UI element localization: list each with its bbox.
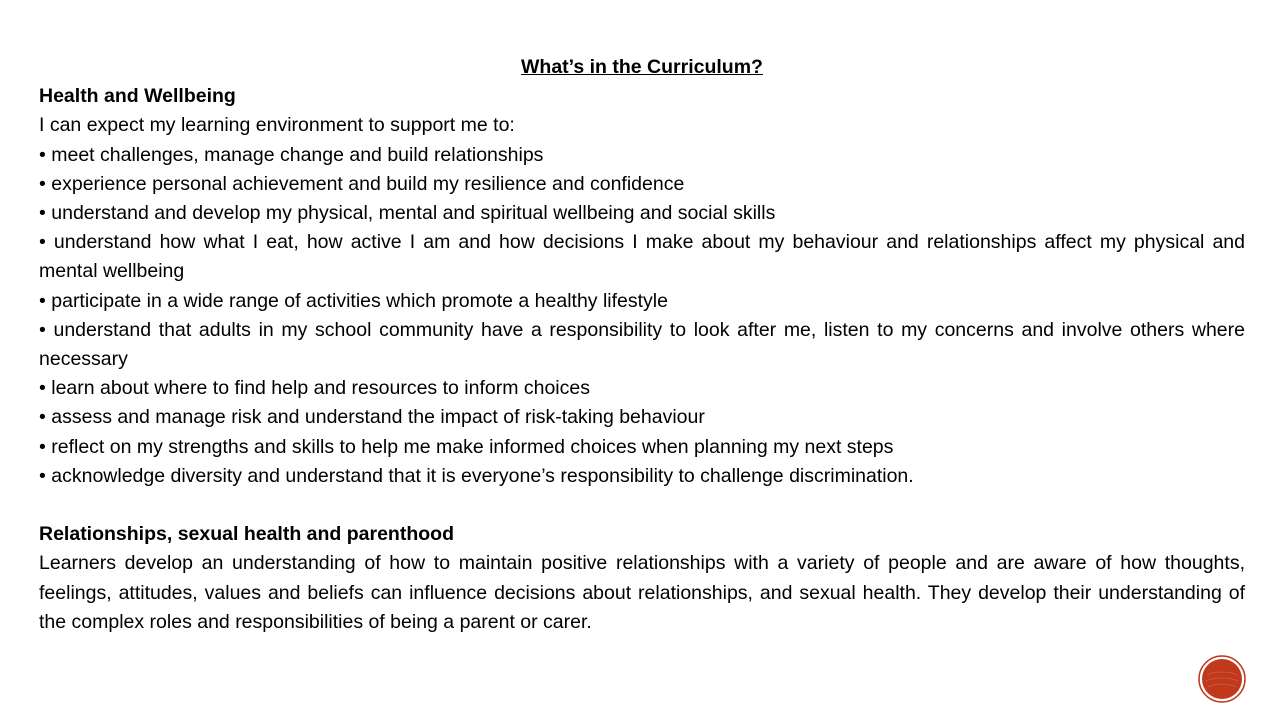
page-title: What’s in the Curriculum? xyxy=(521,56,763,78)
health-bullet: • understand how what I eat, how active I am and how decisions I make about my behaviour and relationships affect my physical and mental wellbeing xyxy=(39,228,1245,286)
slide-badge-icon xyxy=(1198,655,1246,703)
health-bullet: • meet challenges, manage change and build relationships xyxy=(39,141,1245,170)
slide-content xyxy=(39,53,1245,637)
health-intro: I can expect my learning environment to support me to: xyxy=(39,114,515,137)
relationships-body: Learners develop an understanding of how to maintain positive relationships with a variety of people and are aware of how thoughts, feelings, attitudes, values and beliefs can influence decisions about relationships, and sexual health. They develop their understanding of the complex roles and responsibilities of being a parent or carer. xyxy=(39,552,1245,633)
health-bullet: • experience personal achievement and build my resilience and confidence xyxy=(39,170,1245,199)
section-spacer xyxy=(39,491,1245,520)
health-bullet: • acknowledge diversity and understand that it is everyone’s responsibility to challenge discrimination. xyxy=(39,462,1245,491)
health-bullet: • reflect on my strengths and skills to help me make informed choices when planning my next steps xyxy=(39,433,1245,462)
health-bullet: • understand that adults in my school community have a responsibility to look after me, listen to my concerns and involve others where necessary xyxy=(39,316,1245,374)
health-bullet: • learn about where to find help and resources to inform choices xyxy=(39,374,1245,403)
health-bullet: • assess and manage risk and understand the impact of risk-taking behaviour xyxy=(39,403,1245,432)
relationships-heading: Relationships, sexual health and parenthood xyxy=(39,523,454,546)
health-bullet: • participate in a wide range of activities which promote a healthy lifestyle xyxy=(39,287,1245,316)
health-heading: Health and Wellbeing xyxy=(39,85,236,108)
badge-fill xyxy=(1202,659,1242,699)
health-bullet: • understand and develop my physical, mental and spiritual wellbeing and social skills xyxy=(39,199,1245,228)
